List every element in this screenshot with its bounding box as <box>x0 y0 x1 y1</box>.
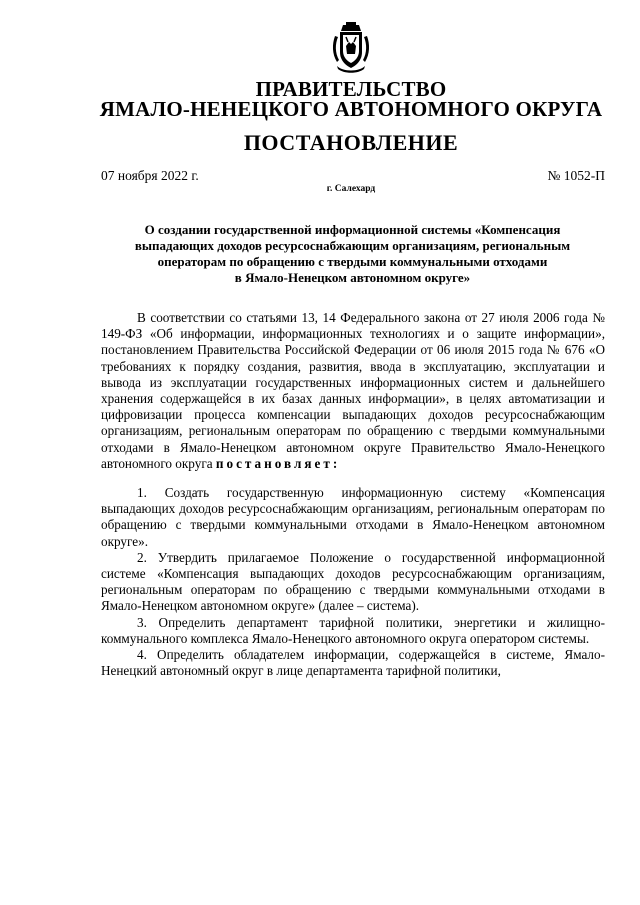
decree-item: 2. Утвердить прилагаемое Положение о государственной информационной системе «Компенсация выпадающих доходов ресурсоснабжающим организациям, региональным операторам по обращению с твердыми коммунальными отходами в Ямало-Ненецком автономном округе» (далее – система). <box>101 549 605 614</box>
decree-item: 3. Определить департамент тарифной политики, энергетики и жилищно-коммунального комплекса Ямало-Ненецкого автономного округа оператором системы. <box>101 614 605 646</box>
decree-item: 4. Определить обладателем информации, содержащейся в системе, Ямало-Ненецкий автономный округ в лице департамента тарифной политики, <box>101 647 605 679</box>
coat-of-arms-icon <box>331 22 371 74</box>
decree-item: 1. Создать государственную информационную систему «Компенсация выпадающих доходов ресурсоснабжающим организациям, региональным операторам по обращению с твердыми коммунальными отходами в Ямало-Ненецком автономном округе». <box>101 485 605 549</box>
subject-line: операторам по обращению с твердыми коммунальными отходами <box>157 254 548 269</box>
decree-word: постановляет: <box>215 455 341 471</box>
document-type: ПОСТАНОВЛЕНИЕ <box>243 130 459 155</box>
document-subject <box>100 222 605 286</box>
subject-line: в Ямало-Ненецком автономном округе» <box>234 270 471 285</box>
document-number: № 1052-П <box>547 168 605 183</box>
document-date: 07 ноября 2022 г. <box>101 168 199 183</box>
government-title-line-2: ЯМАЛО-НЕНЕЦКОГО АВТОНОМНОГО ОКРУГА <box>99 97 603 121</box>
government-title-line-1: ПРАВИТЕЛЬСТВО <box>255 77 447 101</box>
document-city: г. Салехард <box>326 184 376 194</box>
preamble-paragraph <box>101 310 605 472</box>
decree-items <box>101 485 605 679</box>
subject-line: О создании государственной информационной системы «Компенсация <box>144 222 561 237</box>
preamble-text: В соответствии со статьями 13, 14 Федерального закона от 27 июля 2006 года № 149-ФЗ «Об информации, информационных технологиях и о защите информации», постановлением Правительства Российской Федерации от 06 июля 2015 года № 676 «О требованиях к порядку создания, развития, ввода в эксплуатацию, эксплуатации и вывода из эксплуатации государственных информационных систем и дальнейшего хранения содержащейся в их базах данных информации», в целях автоматизации и цифровизации процесса компенсации выпадающих доходов ресурсоснабжающим организациям, региональным операторам по обращению с твердыми коммунальными отходами в Ямало-Ненецком автономном округе Правительство Ямало-Ненецкого автономного округа <box>101 310 605 471</box>
subject-line: выпадающих доходов ресурсоснабжающим организациям, региональным <box>134 238 571 253</box>
